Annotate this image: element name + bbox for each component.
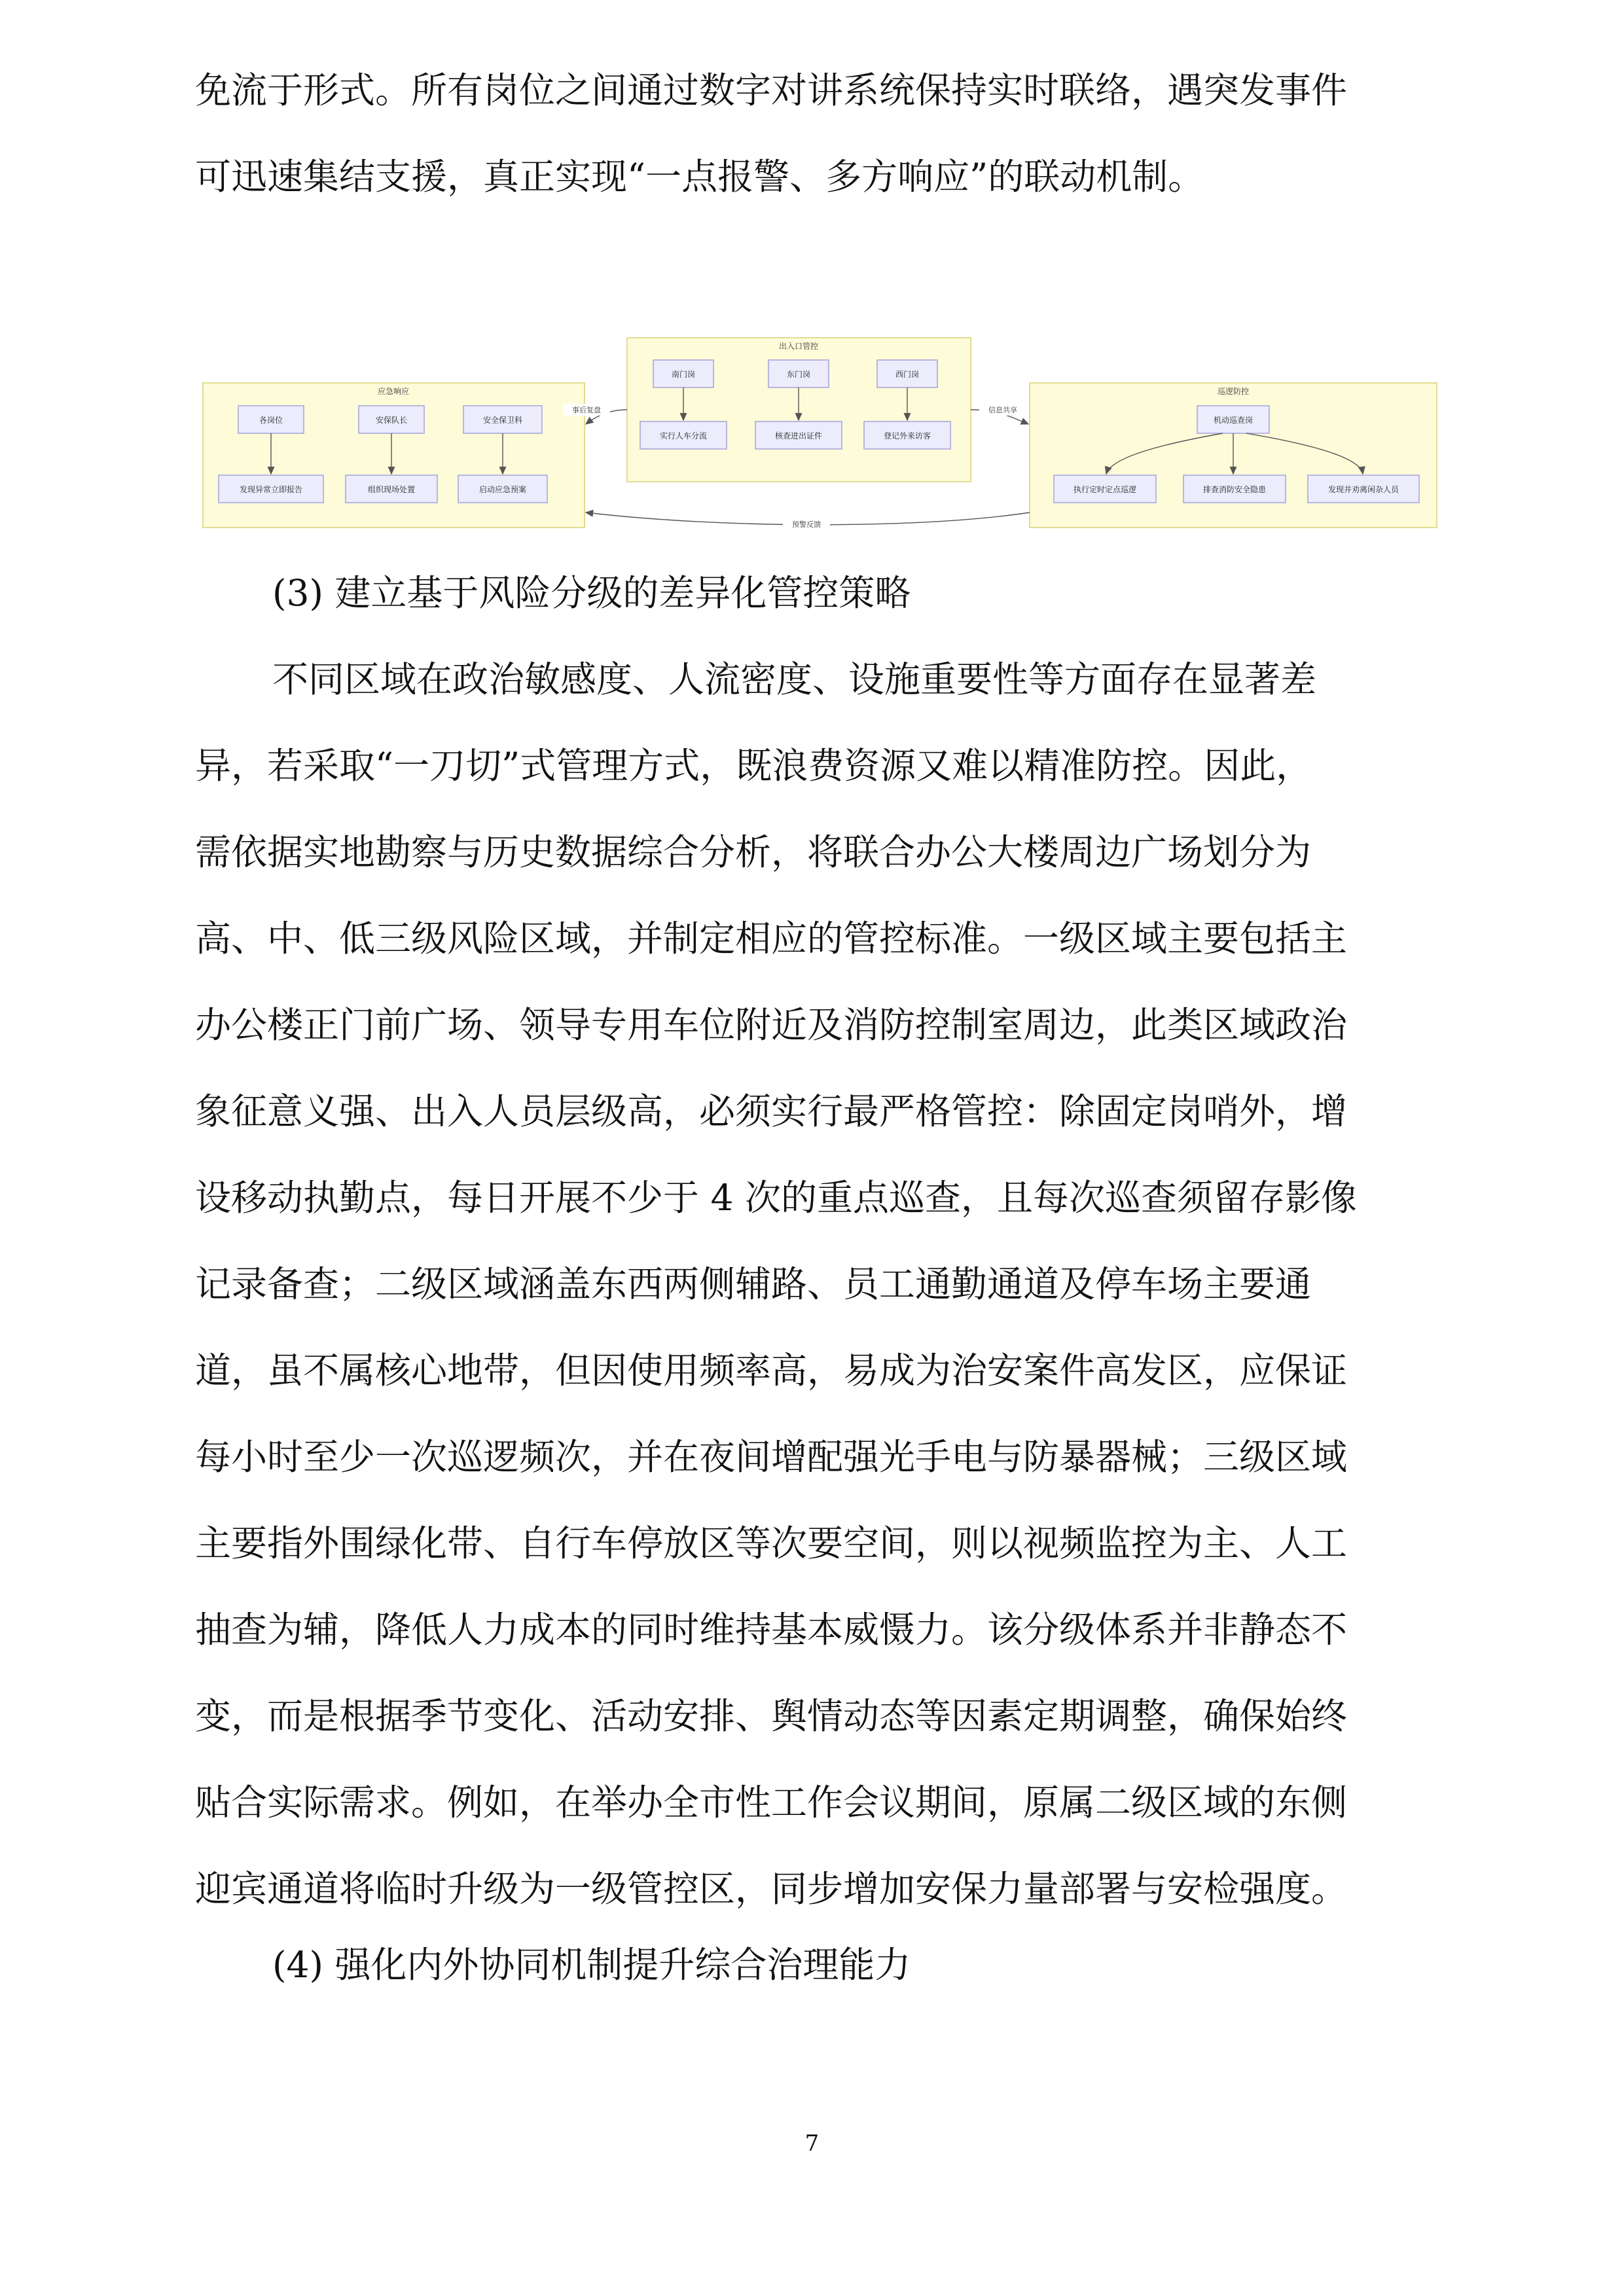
text-line: 迎宾通道将临时升级为一级管控区，同步增加安保力量部署与安检强度。	[195, 1868, 1348, 1910]
text-line: 高、中、低三级风险区域，并制定相应的管控标准。一级区域主要包括主	[195, 918, 1348, 960]
node-fire-hazards-label: 排查消防安全隐患	[1202, 485, 1267, 494]
edge-label-review: 事后复盘	[572, 406, 601, 414]
node-south-gate-label: 南门岗	[671, 370, 696, 379]
node-check-id-label: 核查进出证件	[774, 431, 823, 440]
node-security-captain-label: 安保队长	[375, 416, 408, 425]
section-3-paragraph	[195, 636, 1439, 1932]
page-number: 7	[804, 2130, 820, 2157]
node-west-gate-label: 西门岗	[895, 370, 920, 379]
node-clear-idlers-label: 发现并劝离闲杂人员	[1327, 485, 1399, 494]
edge-label-info-share: 信息共享	[988, 406, 1017, 414]
text-line: 设移动执勤点，每日开展不少于 4 次的重点巡查，且每次巡查须留存影像	[195, 1177, 1357, 1219]
node-scheduled-patrol-label: 执行定时定点巡逻	[1073, 485, 1137, 494]
text-line: 免流于形式。所有岗位之间通过数字对讲系统保持实时联络，遇突发事件	[195, 69, 1348, 111]
text-line: 需依据实地勘察与历史数据综合分析，将联合办公大楼周边广场划分为	[195, 831, 1312, 873]
text-line: 贴合实际需求。例如，在举办全市性工作会议期间，原属二级区域的东侧	[195, 1782, 1348, 1823]
node-all-posts-label: 各岗位	[259, 416, 283, 425]
text-line: 异，若采取“一刀切”式管理方式，既浪费资源又难以精准防控。因此，	[195, 745, 1312, 787]
emergency-group	[203, 383, 585, 528]
text-line: 不同区域在政治敏感度、人流密度、设施重要性等方面存在显著差	[272, 658, 1317, 700]
node-onsite-handling-label: 组织现场处置	[367, 485, 416, 494]
node-ped-vehicle-split-label: 实行人车分流	[659, 431, 708, 440]
node-emergency-plan-label: 启动应急预案	[478, 485, 527, 494]
edge-label-warning-feedback: 预警反馈	[792, 520, 821, 529]
section-3-heading: (3) 建立基于风险分级的差异化管控策略	[272, 572, 911, 614]
node-security-dept-label: 安全保卫科	[482, 416, 523, 425]
entrance-group-title: 出入口管控	[778, 342, 819, 351]
node-mobile-patrol-label: 机动巡查岗	[1213, 416, 1254, 425]
node-register-visitors-label: 登记外来访客	[883, 431, 931, 440]
patrol-group-title: 巡逻防控	[1217, 387, 1250, 396]
text-line: 变，而是根据季节变化、活动安排、舆情动态等因素定期调整，确保始终	[195, 1695, 1348, 1737]
text-line: 每小时至少一次巡逻频次，并在夜间增配强光手电与防暴器械；三级区域	[195, 1436, 1348, 1478]
emergency-group-title: 应急响应	[377, 387, 410, 396]
text-line: 办公楼正门前广场、领导专用车位附近及消防控制室周边，此类区域政治	[195, 1004, 1348, 1046]
text-line: 象征意义强、出入人员层级高，必须实行最严格管控：除固定岗哨外，增	[195, 1090, 1348, 1132]
top-paragraph	[195, 47, 1439, 220]
section-4-heading: (4) 强化内外协同机制提升综合治理能力	[272, 1944, 911, 1986]
text-line: 可迅速集结支援，真正实现“一点报警、多方响应”的联动机制。	[195, 156, 1204, 198]
node-report-anomaly-label: 发现异常立即报告	[239, 485, 303, 494]
text-line: 抽查为辅，降低人力成本的同时维持基本威慑力。该分级体系并非静态不	[195, 1609, 1348, 1651]
text-line: 主要指外围绿化带、自行车停放区等次要空间，则以视频监控为主、人工	[195, 1522, 1348, 1564]
node-east-gate-label: 东门岗	[786, 370, 811, 379]
text-line: 记录备查；二级区域涵盖东西两侧辅路、员工通勤通道及停车场主要通	[195, 1263, 1312, 1305]
text-line: 道，虽不属核心地带，但因使用频率高，易成为治安案件高发区，应保证	[195, 1350, 1348, 1391]
security-flow-diagram	[202, 332, 1439, 530]
